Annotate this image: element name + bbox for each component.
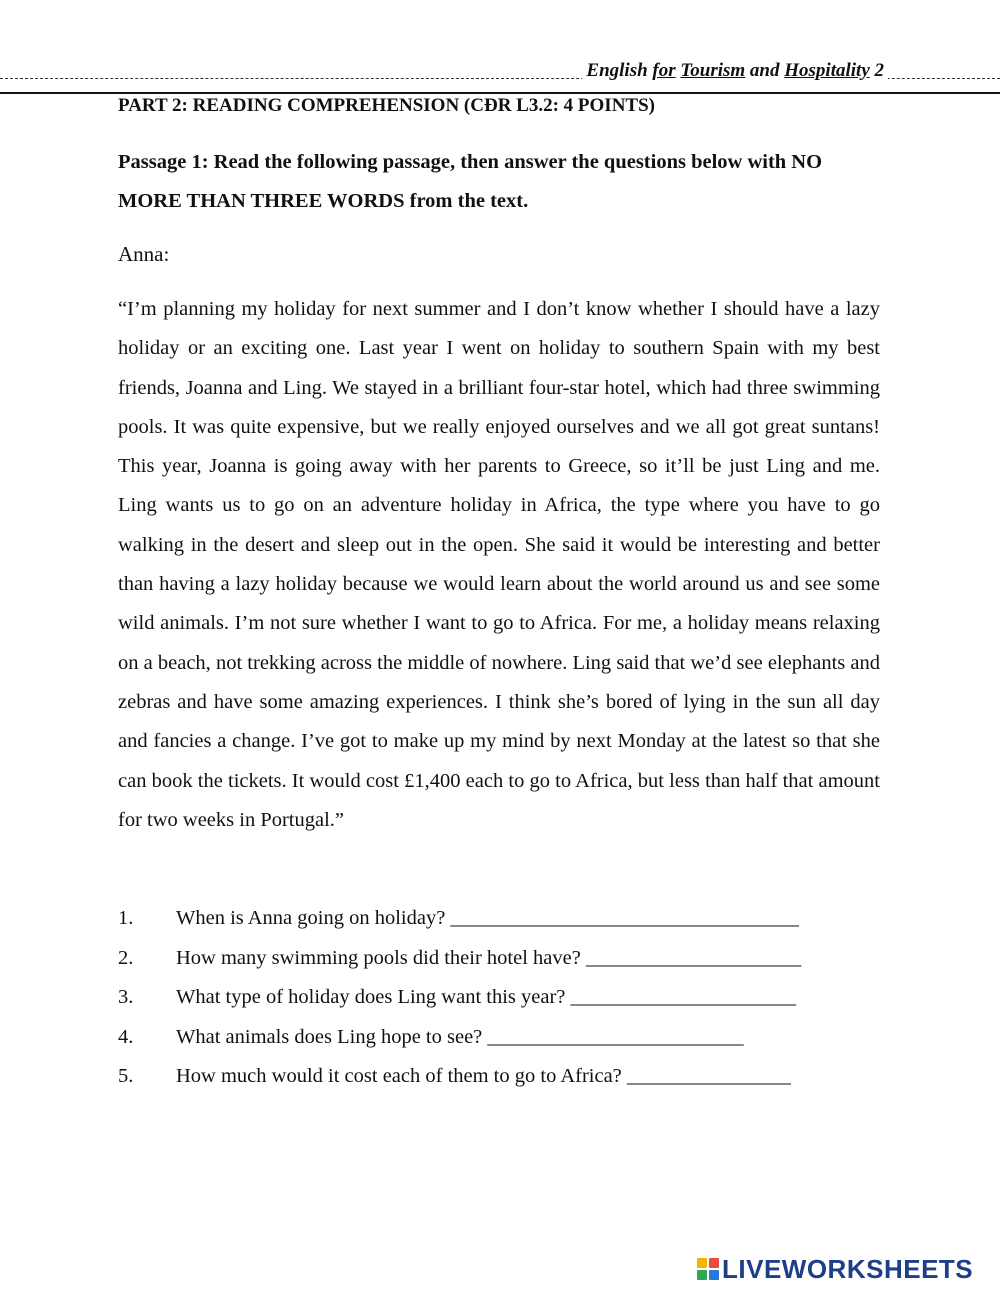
logo-square — [697, 1270, 707, 1280]
question-number: 1. — [118, 907, 134, 929]
question-number: 3. — [118, 986, 134, 1008]
question-text: When is Anna going on holiday? __________________________________ — [176, 907, 799, 929]
question-text: How many swimming pools did their hotel have? _____________________ — [176, 946, 802, 969]
course-title: English for Tourism and Hospitality 2 — [582, 60, 888, 82]
logo-square — [709, 1258, 719, 1268]
passage-instructions: Passage 1: Read the following passage, then answer the questions below with NO MORE THAN THREE WORDS from the text. — [118, 151, 823, 212]
liveworksheets-logo — [697, 1254, 973, 1284]
speaker-label: Anna: — [118, 242, 170, 266]
logo-grid-icon — [697, 1258, 719, 1280]
page-header — [0, 60, 1000, 84]
question-item[interactable] — [118, 1019, 898, 1059]
question-number: 5. — [118, 1065, 134, 1087]
question-item[interactable] — [118, 940, 898, 980]
question-number: 4. — [118, 1025, 134, 1048]
question-item[interactable] — [118, 900, 898, 940]
part-heading: PART 2: READING COMPREHENSION (CĐR L3.2: 4 POINTS) — [118, 95, 655, 116]
question-item[interactable] — [118, 1058, 898, 1098]
question-list — [118, 900, 898, 1098]
question-text: What type of holiday does Ling want this year? ______________________ — [176, 986, 797, 1008]
logo-square — [697, 1258, 707, 1268]
reading-passage: “I’m planning my holiday for next summer and I don’t know whether I should have a lazy holiday or an exciting one. Last year I went on holiday to southern Spain with my best friends, Joanna and Ling. We stayed in a brilliant four-star hotel, which had three swimming pools. It was quite expensive, but we really enjoyed ourselves and we all got great suntans! This year, Joanna is going away with her parents to Greece, so it’ll be just Ling and me. Ling wants us to go on an adventure holiday in Africa, the type where you have to go walking in the desert and sleep out in the open. She said it would be interesting and better than having a lazy holiday because we would learn about the world around us and see some wild animals. I’m not sure whether I want to go to Africa. For me, a holiday means relaxing on a beach, not trekking across the middle of nowhere. Ling said that we’d see elephants and zebras and have some amazing experiences. I think she’s bored of lying in the sun all day and fancies a change. I’ve got to make up my mind by next Monday at the latest so that she can book the tickets. It would cost £1,400 each to go to Africa, but less than half that amount for two weeks in Portugal.” — [118, 298, 880, 831]
question-text: What animals does Ling hope to see? _________________________ — [176, 1025, 744, 1048]
question-item[interactable] — [118, 979, 898, 1019]
logo-text: LIVEWORKSHEETS — [722, 1254, 974, 1284]
logo-square — [709, 1270, 719, 1280]
question-text: How much would it cost each of them to go to Africa? ________________ — [176, 1065, 791, 1087]
question-number: 2. — [118, 946, 134, 969]
